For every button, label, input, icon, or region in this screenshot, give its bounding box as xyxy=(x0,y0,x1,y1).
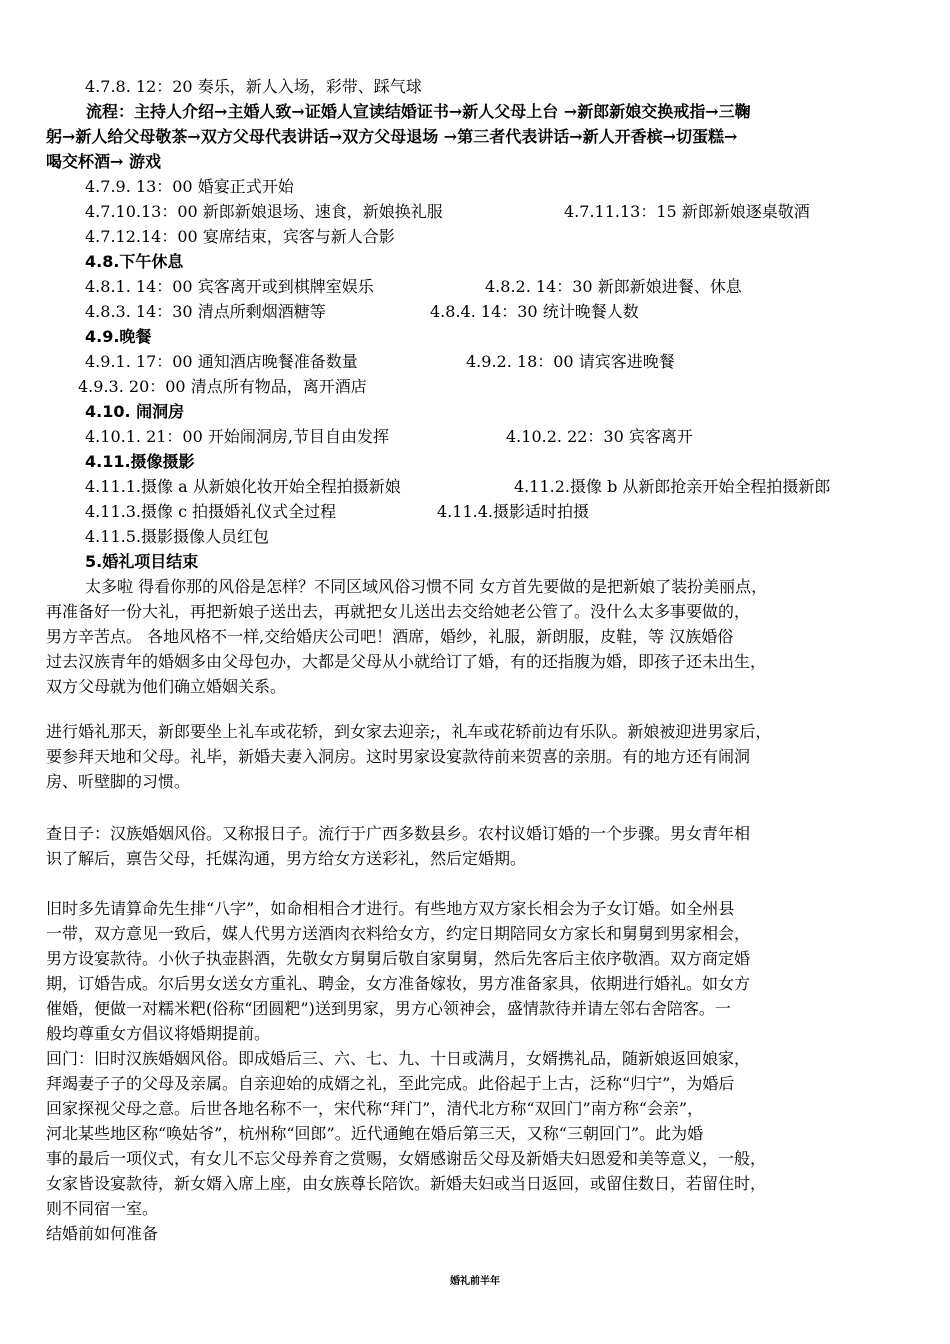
paragraph-line: 进行婚礼那天，新郎要坐上礼车或花轿，到女家去迎亲;，礼车或花轿前边有乐队。新娘被迎进男家后， xyxy=(46,722,772,741)
paragraph-line: 过去汉族青年的婚姻多由父母包办，大都是父母从小就给订了婚，有的还指腹为婚，即孩子还未出生， xyxy=(46,652,767,671)
section-heading-4-11: 4.11.摄像摄影 xyxy=(85,452,195,471)
item-4-11-2: 4.11.2.摄像 b 从新郎抢亲开始全程拍摄新郎 xyxy=(514,477,831,496)
paragraph-line: 要参拜天地和父母。礼毕，新婚夫妻入洞房。这时男家设宴款待前来贺喜的亲朋。有的地方还有闹洞 xyxy=(46,747,751,766)
paragraph-line: 拜竭妻子子的父母及亲属。自亲迎始的成婿之礼，至此完成。此俗起于上古，泛称“归宁”，为婚后 xyxy=(46,1074,735,1093)
paragraph-line: 河北某些地区称“唤姑爷”，杭州称“回郎”。近代通鲍在婚后第三天，又称“三朝回门”。此为婚 xyxy=(46,1124,704,1143)
item-4-11-5: 4.11.5.摄影摄像人员红包 xyxy=(85,527,269,546)
flow-line-1: 流程：主持人介绍→主婚人致→证婚人宣读结婚证书→新人父母上台 →新郎新娘交换戒指→三鞠 xyxy=(86,102,751,121)
paragraph-line: 旧时多先请算命先生排“八字”，如命相相合才进行。有些地方双方家长相会为子女订婚。如全州县 xyxy=(46,899,735,918)
item-4-8-4: 4.8.4. 14：30 统计晚餐人数 xyxy=(430,302,639,321)
section-heading-4-8: 4.8.下午休息 xyxy=(85,252,184,271)
paragraph-line: 查日子：汉族婚姻风俗。又称报日子。流行于广西多数县乡。农村议婚订婚的一个步骤。男女青年相 xyxy=(46,824,751,843)
paragraph-line: 则不同宿一室。 xyxy=(46,1199,159,1218)
section-heading-4-10: 4.10. 闹洞房 xyxy=(85,402,185,421)
item-4-8-1: 4.8.1. 14：00 宾客离开或到棋牌室娱乐 xyxy=(85,277,374,296)
paragraph-line: 回门：旧时汉族婚姻风俗。即成婚后三、六、七、九、十日或满月，女婿携礼品，随新娘返回娘家， xyxy=(46,1049,751,1068)
item-4-7-10: 4.7.10.13：00 新郎新娘退场、速食，新娘换礼服 xyxy=(85,202,443,221)
footer-title: 婚礼前半年 xyxy=(450,1276,500,1287)
section-heading-4-9: 4.9.晚餐 xyxy=(85,327,152,346)
paragraph-line: 再准备好一份大礼，再把新娘子送出去，再就把女儿送出去交给她老公管了。没什么太多事要做的， xyxy=(46,602,751,621)
paragraph-line: 双方父母就为他们确立婚姻关系。 xyxy=(46,677,287,696)
item-4-7-9: 4.7.9. 13：00 婚宴正式开始 xyxy=(85,177,294,196)
paragraph-line: 男方设宴款待。小伙子执壶斟酒，先敬女方舅舅后敬自家舅舅，然后先客后主依序敬酒。双方商定婚 xyxy=(46,949,751,968)
paragraph-line: 事的最后一项仪式，有女儿不忘父母养育之赏赐，女婿感谢岳父母及新婚夫妇恩爱和美等意义，一般， xyxy=(46,1149,767,1168)
section-heading-5: 5.婚礼项目结束 xyxy=(85,552,199,571)
paragraph-line: 太多啦 得看你那的风俗是怎样？不同区域风俗习惯不同 女方首先要做的是把新娘了装扮美丽点， xyxy=(85,577,768,596)
item-4-11-4: 4.11.4.摄影适时拍摄 xyxy=(437,502,589,521)
paragraph-line: 回家探视父母之意。后世各地名称不一，宋代称“拜门”，清代北方称“双回门”南方称“会亲”， xyxy=(46,1099,704,1118)
paragraph-line: 一带，双方意见一致后，媒人代男方送酒肉衣料给女方，约定日期陪同女方家长和舅舅到男家相会， xyxy=(46,924,751,943)
flow-line-2: 躬→新人给父母敬茶→双方父母代表讲话→双方父母退场 →第三者代表讲话→新人开香槟→切蛋糕→ xyxy=(46,127,738,146)
item-4-7-8: 4.7.8. 12：20 奏乐，新人入场，彩带、踩气球 xyxy=(85,77,422,96)
item-4-7-12: 4.7.12.14：00 宴席结束，宾客与新人合影 xyxy=(85,227,395,246)
item-4-9-2: 4.9.2. 18：00 请宾客进晚餐 xyxy=(466,352,675,371)
item-4-9-1: 4.9.1. 17：00 通知酒店晚餐准备数量 xyxy=(85,352,358,371)
paragraph-line: 期，订婚告成。尔后男女送女方重礼、聘金，女方准备嫁妆，男方准备家具，依期进行婚礼。如女方 xyxy=(46,974,751,993)
item-4-11-3: 4.11.3.摄像 c 拍摄婚礼仪式全过程 xyxy=(85,502,337,521)
item-4-10-2: 4.10.2. 22：30 宾客离开 xyxy=(506,427,693,446)
paragraph-line: 催婚，便做一对糯米粑(俗称“团圆粑”)送到男家，男方心领神会，盛情款待并请左邻右舍陪客。一 xyxy=(46,999,731,1018)
paragraph-line: 女家皆设宴款待，新女婿入席上座，由女族尊长陪饮。新婚夫妇或当日返回，或留住数日，若留住时， xyxy=(46,1174,767,1193)
item-4-9-3: 4.9.3. 20：00 清点所有物品，离开酒店 xyxy=(78,377,367,396)
paragraph-line: 男方辛苦点。 各地风格不一样,交给婚庆公司吧！酒席，婚纱，礼服，新朗服，皮鞋，等 汉族婚俗 xyxy=(46,627,734,646)
flow-line-3: 喝交杯酒→ 游戏 xyxy=(46,152,161,171)
paragraph-line: 识了解后，禀告父母，托媒沟通，男方给女方送彩礼，然后定婚期。 xyxy=(46,849,527,868)
item-4-8-2: 4.8.2. 14：30 新郎新娘进餐、休息 xyxy=(485,277,742,296)
item-4-11-1: 4.11.1.摄像 a 从新娘化妆开始全程拍摄新娘 xyxy=(85,477,401,496)
item-4-7-11: 4.7.11.13：15 新郎新娘逐桌敬酒 xyxy=(564,202,810,221)
paragraph-line: 般均尊重女方倡议将婚期提前。 xyxy=(46,1024,271,1043)
item-4-10-1: 4.10.1. 21：00 开始闹洞房,节目自由发挥 xyxy=(85,427,389,446)
paragraph-line: 结婚前如何准备 xyxy=(46,1224,159,1243)
item-4-8-3: 4.8.3. 14：30 清点所剩烟酒糖等 xyxy=(85,302,326,321)
paragraph-line: 房、听壁脚的习惯。 xyxy=(46,772,191,791)
